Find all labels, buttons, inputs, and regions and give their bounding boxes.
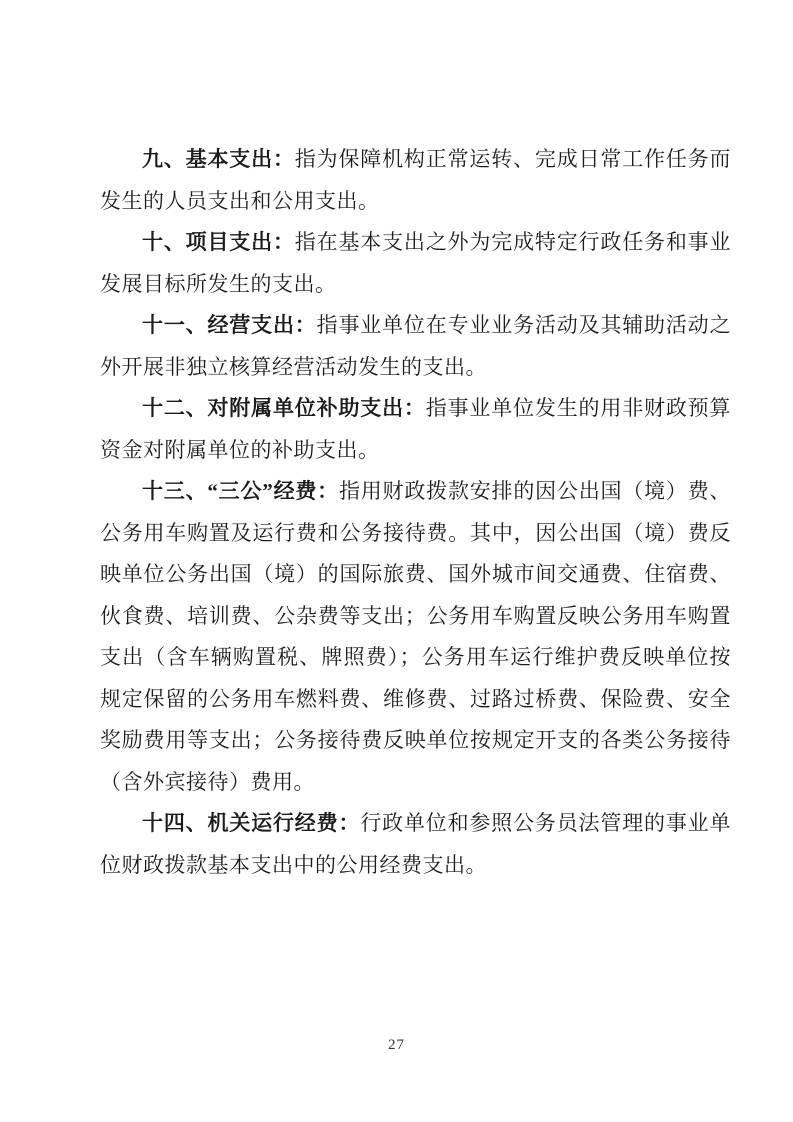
term-label: 十、项目支出： xyxy=(142,230,295,254)
term-definition: 行政单位和参照公务员法管理的事业单位财政拨款基本支出中的公用经费支出。 xyxy=(100,811,732,877)
term-definition: 指事业单位在专业业务活动及其辅助活动之外开展非独立核算经营活动发生的支出。 xyxy=(100,313,732,379)
term-label: 十四、机关运行经费： xyxy=(142,811,361,835)
term-label: 十三、“三公”经费： xyxy=(142,479,339,503)
term-label: 九、基本支出： xyxy=(142,147,295,171)
definition-paragraph-13 xyxy=(100,471,731,803)
term-label: 十二、对附属单位补助支出： xyxy=(142,396,426,420)
document-body xyxy=(100,139,731,886)
definition-paragraph-11 xyxy=(100,305,731,388)
definition-paragraph-14 xyxy=(100,803,731,886)
term-definition: 指在基本支出之外为完成特定行政任务和事业发展目标所发生的支出。 xyxy=(100,230,732,296)
term-label: 十一、经营支出： xyxy=(142,313,317,337)
page-number: 27 xyxy=(388,1037,405,1053)
term-definition: 指用财政拨款安排的因公出国（境）费、公务用车购置及运行费和公务接待费。其中，因公出国（境）费反映单位公务出国（境）的国际旅费、国外城市间交通费、住宿费、伙食费、培训费、公杂费等支出；公务用车购置反映公务用车购置支出（含车辆购置税、牌照费）；公务用车运行维护费反映单位按规定保留的公务用车燃料费、维修费、过路过桥费、保险费、安全奖励费用等支出；公务接待费反映单位按规定开支的各类公务接待（含外宾接待）费用。 xyxy=(100,479,732,794)
definition-paragraph-12 xyxy=(100,388,731,471)
definition-paragraph-10 xyxy=(100,222,731,305)
term-definition: 指为保障机构正常运转、完成日常工作任务而发生的人员支出和公用支出。 xyxy=(100,147,732,213)
definition-paragraph-9 xyxy=(100,139,731,222)
term-definition: 指事业单位发生的用非财政预算资金对附属单位的补助支出。 xyxy=(100,396,731,462)
